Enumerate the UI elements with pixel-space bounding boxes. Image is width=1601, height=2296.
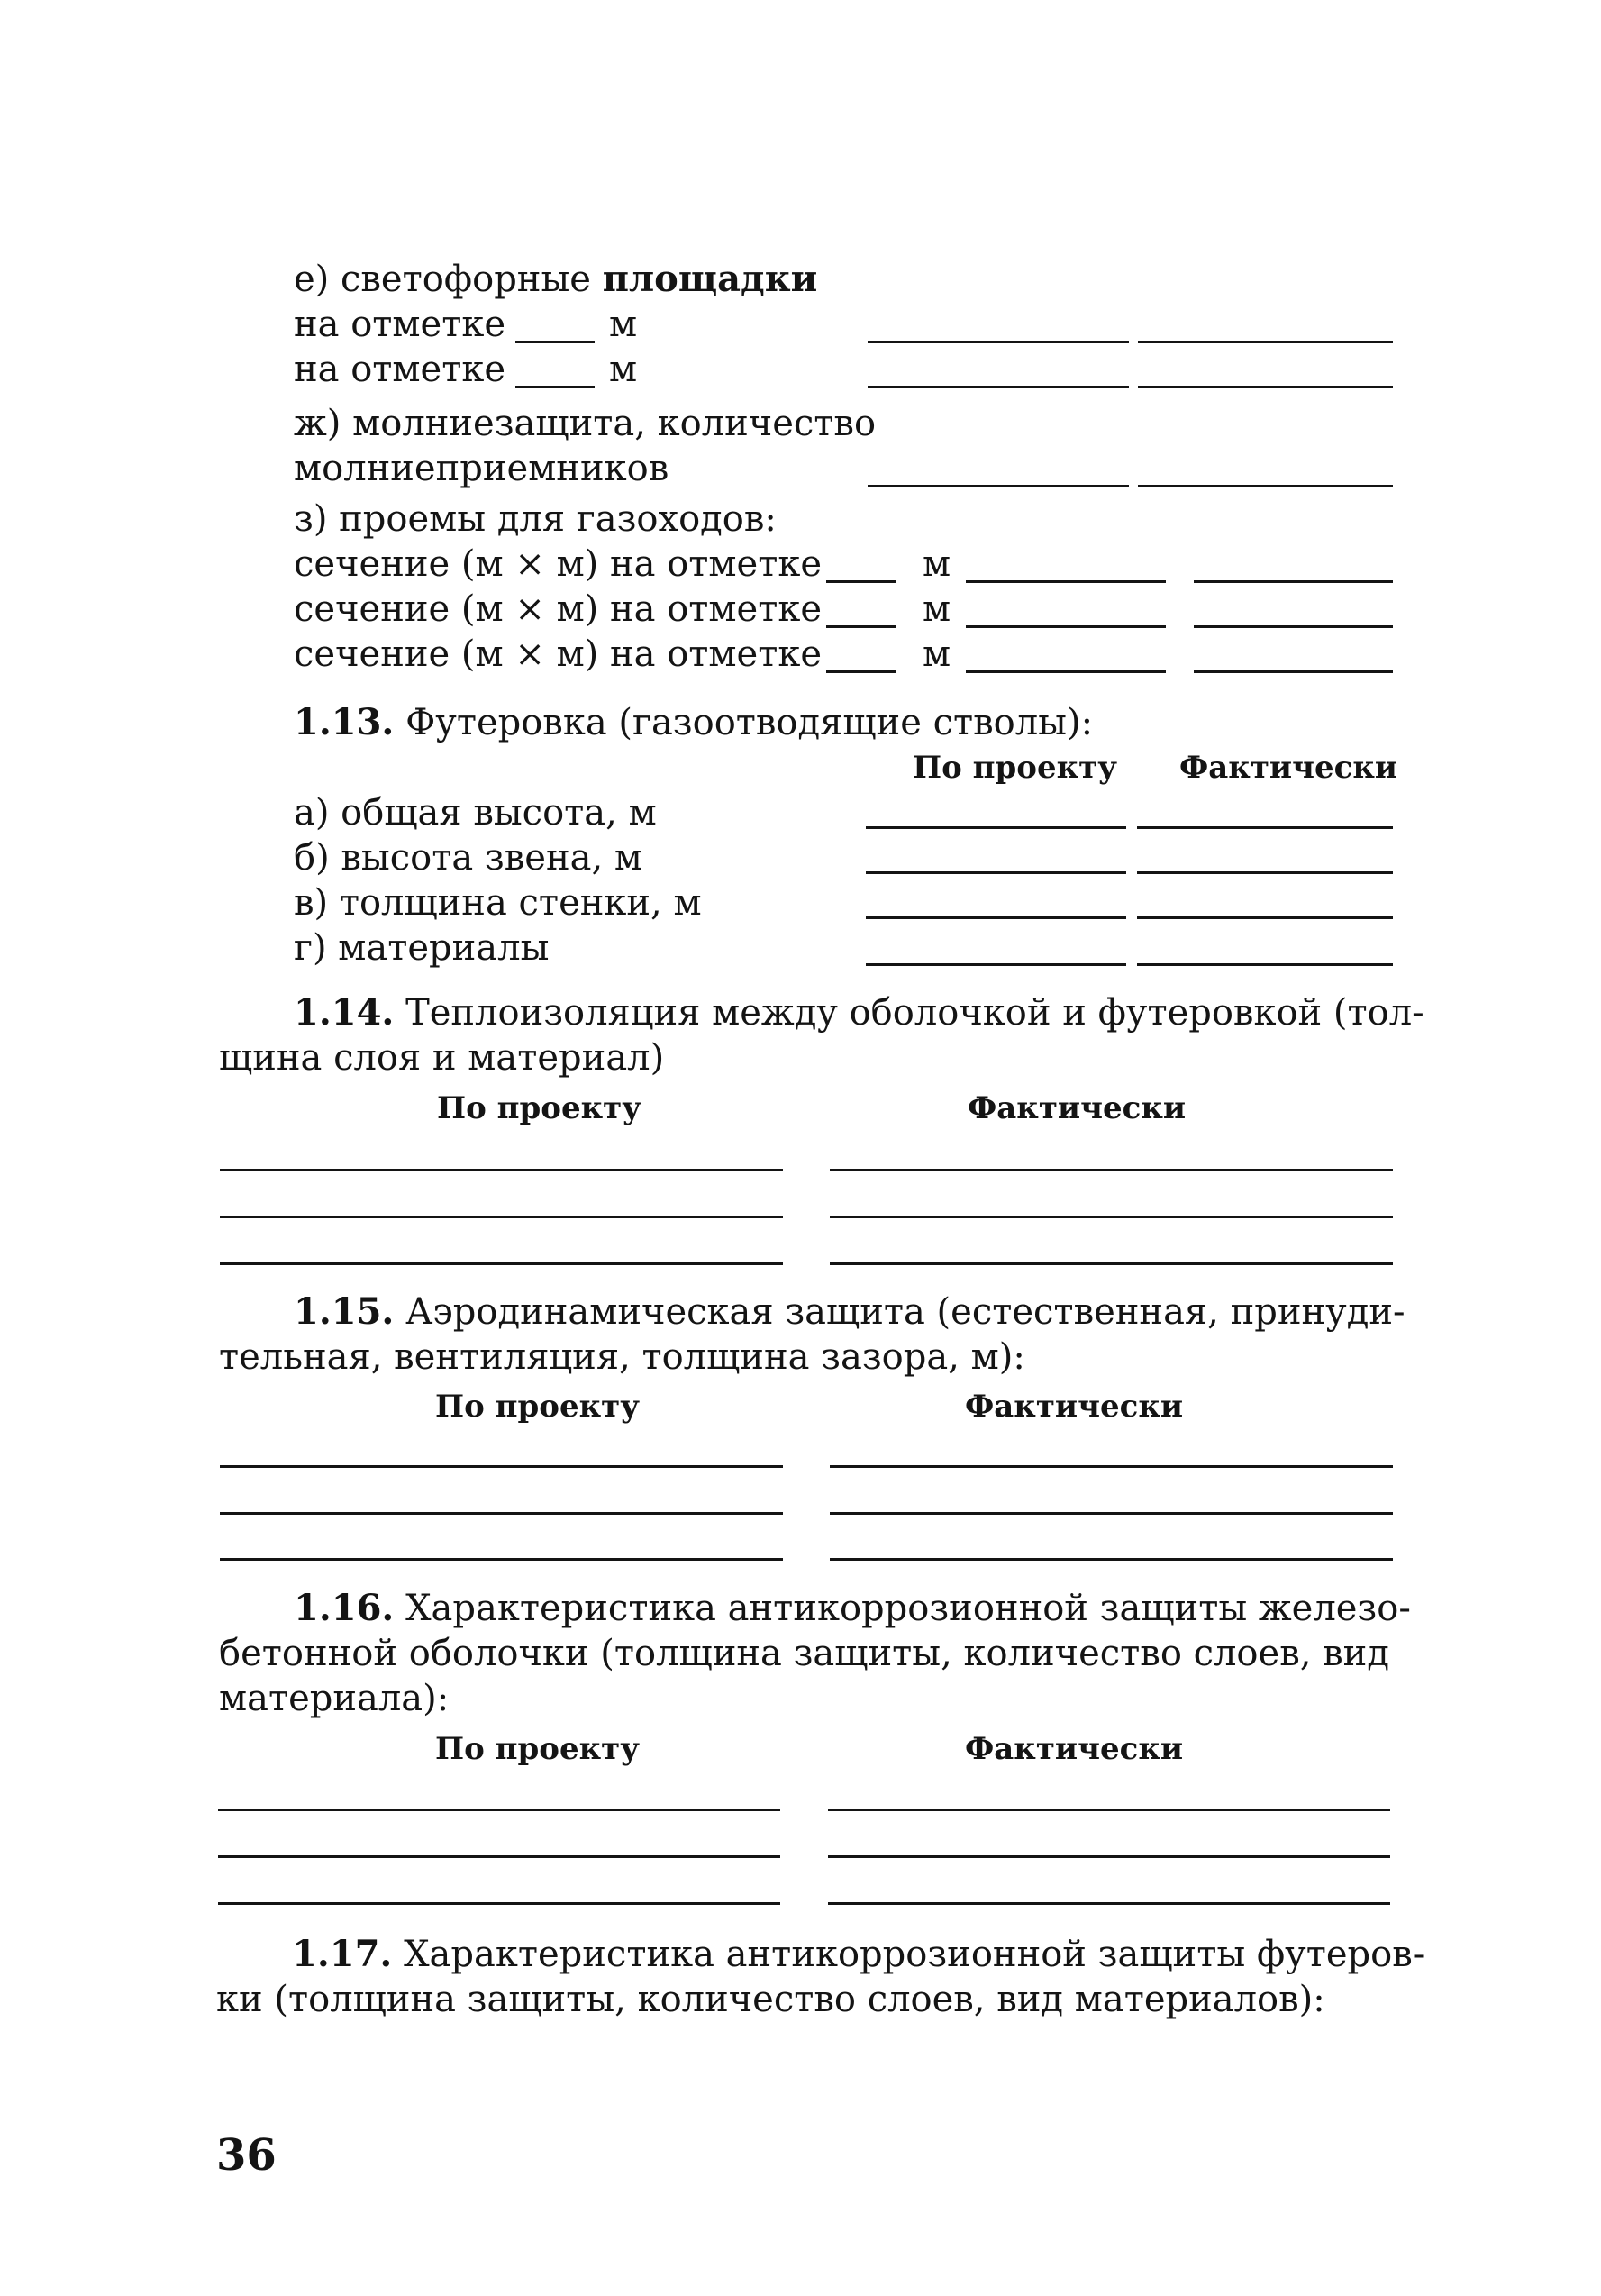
header-project: По проекту — [913, 750, 1117, 786]
project-line — [218, 1902, 780, 1905]
header-actual: Фактически — [965, 1389, 1184, 1425]
s113-item-v: в) толщина стенки, м — [294, 882, 702, 924]
actual-line — [828, 1902, 1390, 1905]
actual-line — [1138, 341, 1393, 343]
item-e-mark-2: на отметке — [294, 349, 506, 390]
mark-blank-line — [826, 670, 896, 673]
header-actual: Фактически — [1179, 750, 1398, 786]
section-1-14-line2: щина слоя и материал) — [219, 1037, 665, 1079]
actual-line — [830, 1169, 1393, 1171]
section-label: сечение (м × м) на отметке — [294, 633, 823, 675]
item-z-title: з) проемы для газоходов: — [294, 498, 777, 540]
actual-line — [1137, 963, 1393, 966]
unit-label: м — [923, 633, 951, 675]
project-line — [966, 670, 1166, 673]
project-line — [220, 1262, 783, 1265]
header-project: По проекту — [435, 1389, 640, 1425]
section-1-15-line1: 1.15. Аэродинамическая защита (естественная, принуди- — [294, 1290, 1405, 1333]
header-project: По проекту — [437, 1090, 641, 1126]
actual-line — [1194, 625, 1393, 628]
mark-blank-line — [515, 386, 595, 388]
header-actual: Фактически — [968, 1090, 1187, 1126]
s113-item-g: г) материалы — [294, 927, 550, 969]
actual-line — [1194, 670, 1393, 673]
project-line — [220, 1216, 783, 1218]
actual-line — [1137, 826, 1393, 829]
project-line — [866, 826, 1126, 829]
project-line — [868, 341, 1129, 343]
unit-label: м — [923, 543, 951, 585]
actual-line — [1137, 871, 1393, 874]
actual-line — [830, 1558, 1393, 1561]
section-1-17-line1: 1.17. Характеристика антикоррозионной защиты футеров- — [292, 1933, 1425, 1975]
unit-label: м — [923, 588, 951, 630]
project-line — [866, 916, 1126, 919]
project-line — [218, 1855, 780, 1858]
actual-line — [1138, 485, 1393, 487]
project-line — [866, 963, 1126, 966]
s113-item-b: б) высота звена, м — [294, 837, 642, 879]
project-line — [966, 580, 1166, 583]
section-1-16-line2: бетонной оболочки (толщина защиты, количество слоев, вид — [219, 1633, 1389, 1674]
unit-label: м — [609, 349, 638, 390]
section-label: сечение (м × м) на отметке — [294, 543, 823, 585]
project-line — [868, 485, 1129, 487]
project-line — [218, 1809, 780, 1811]
item-zh-line2: молниеприемников — [294, 448, 669, 489]
item-zh-line1: ж) молниезащита, количество — [294, 403, 877, 444]
page-number: 36 — [216, 2130, 277, 2181]
mark-blank-line — [515, 341, 595, 343]
actual-line — [828, 1809, 1390, 1811]
project-line — [966, 625, 1166, 628]
actual-line — [1194, 580, 1393, 583]
section-1-16-line1: 1.16. Характеристика антикоррозионной защиты железо- — [294, 1587, 1411, 1629]
project-line — [220, 1169, 783, 1171]
section-1-13-title: 1.13. Футеровка (газоотводящие стволы): — [294, 701, 1094, 743]
actual-line — [828, 1855, 1390, 1858]
mark-blank-line — [826, 580, 896, 583]
project-line — [220, 1512, 783, 1515]
header-actual: Фактически — [965, 1731, 1184, 1767]
actual-line — [830, 1465, 1393, 1468]
actual-line — [1137, 916, 1393, 919]
actual-line — [830, 1262, 1393, 1265]
item-e-mark-1: на отметке — [294, 304, 506, 345]
actual-line — [830, 1216, 1393, 1218]
actual-line — [830, 1512, 1393, 1515]
project-line — [868, 386, 1129, 388]
section-1-15-line2: тельная, вентиляция, толщина зазора, м): — [219, 1336, 1025, 1378]
section-1-17-line2: ки (толщина защиты, количество слоев, вид материалов): — [216, 1979, 1325, 2020]
header-project: По проекту — [435, 1731, 640, 1767]
unit-label: м — [609, 304, 638, 345]
s113-item-a: а) общая высота, м — [294, 792, 657, 834]
mark-blank-line — [826, 625, 896, 628]
section-1-14-line1: 1.14. Теплоизоляция между оболочкой и футеровкой (тол- — [294, 991, 1424, 1034]
project-line — [866, 871, 1126, 874]
section-1-16-line3: материала): — [219, 1678, 450, 1719]
item-e-title: е) светофорные площадки — [294, 258, 818, 300]
section-label: сечение (м × м) на отметке — [294, 588, 823, 630]
actual-line — [1138, 386, 1393, 388]
project-line — [220, 1465, 783, 1468]
project-line — [220, 1558, 783, 1561]
